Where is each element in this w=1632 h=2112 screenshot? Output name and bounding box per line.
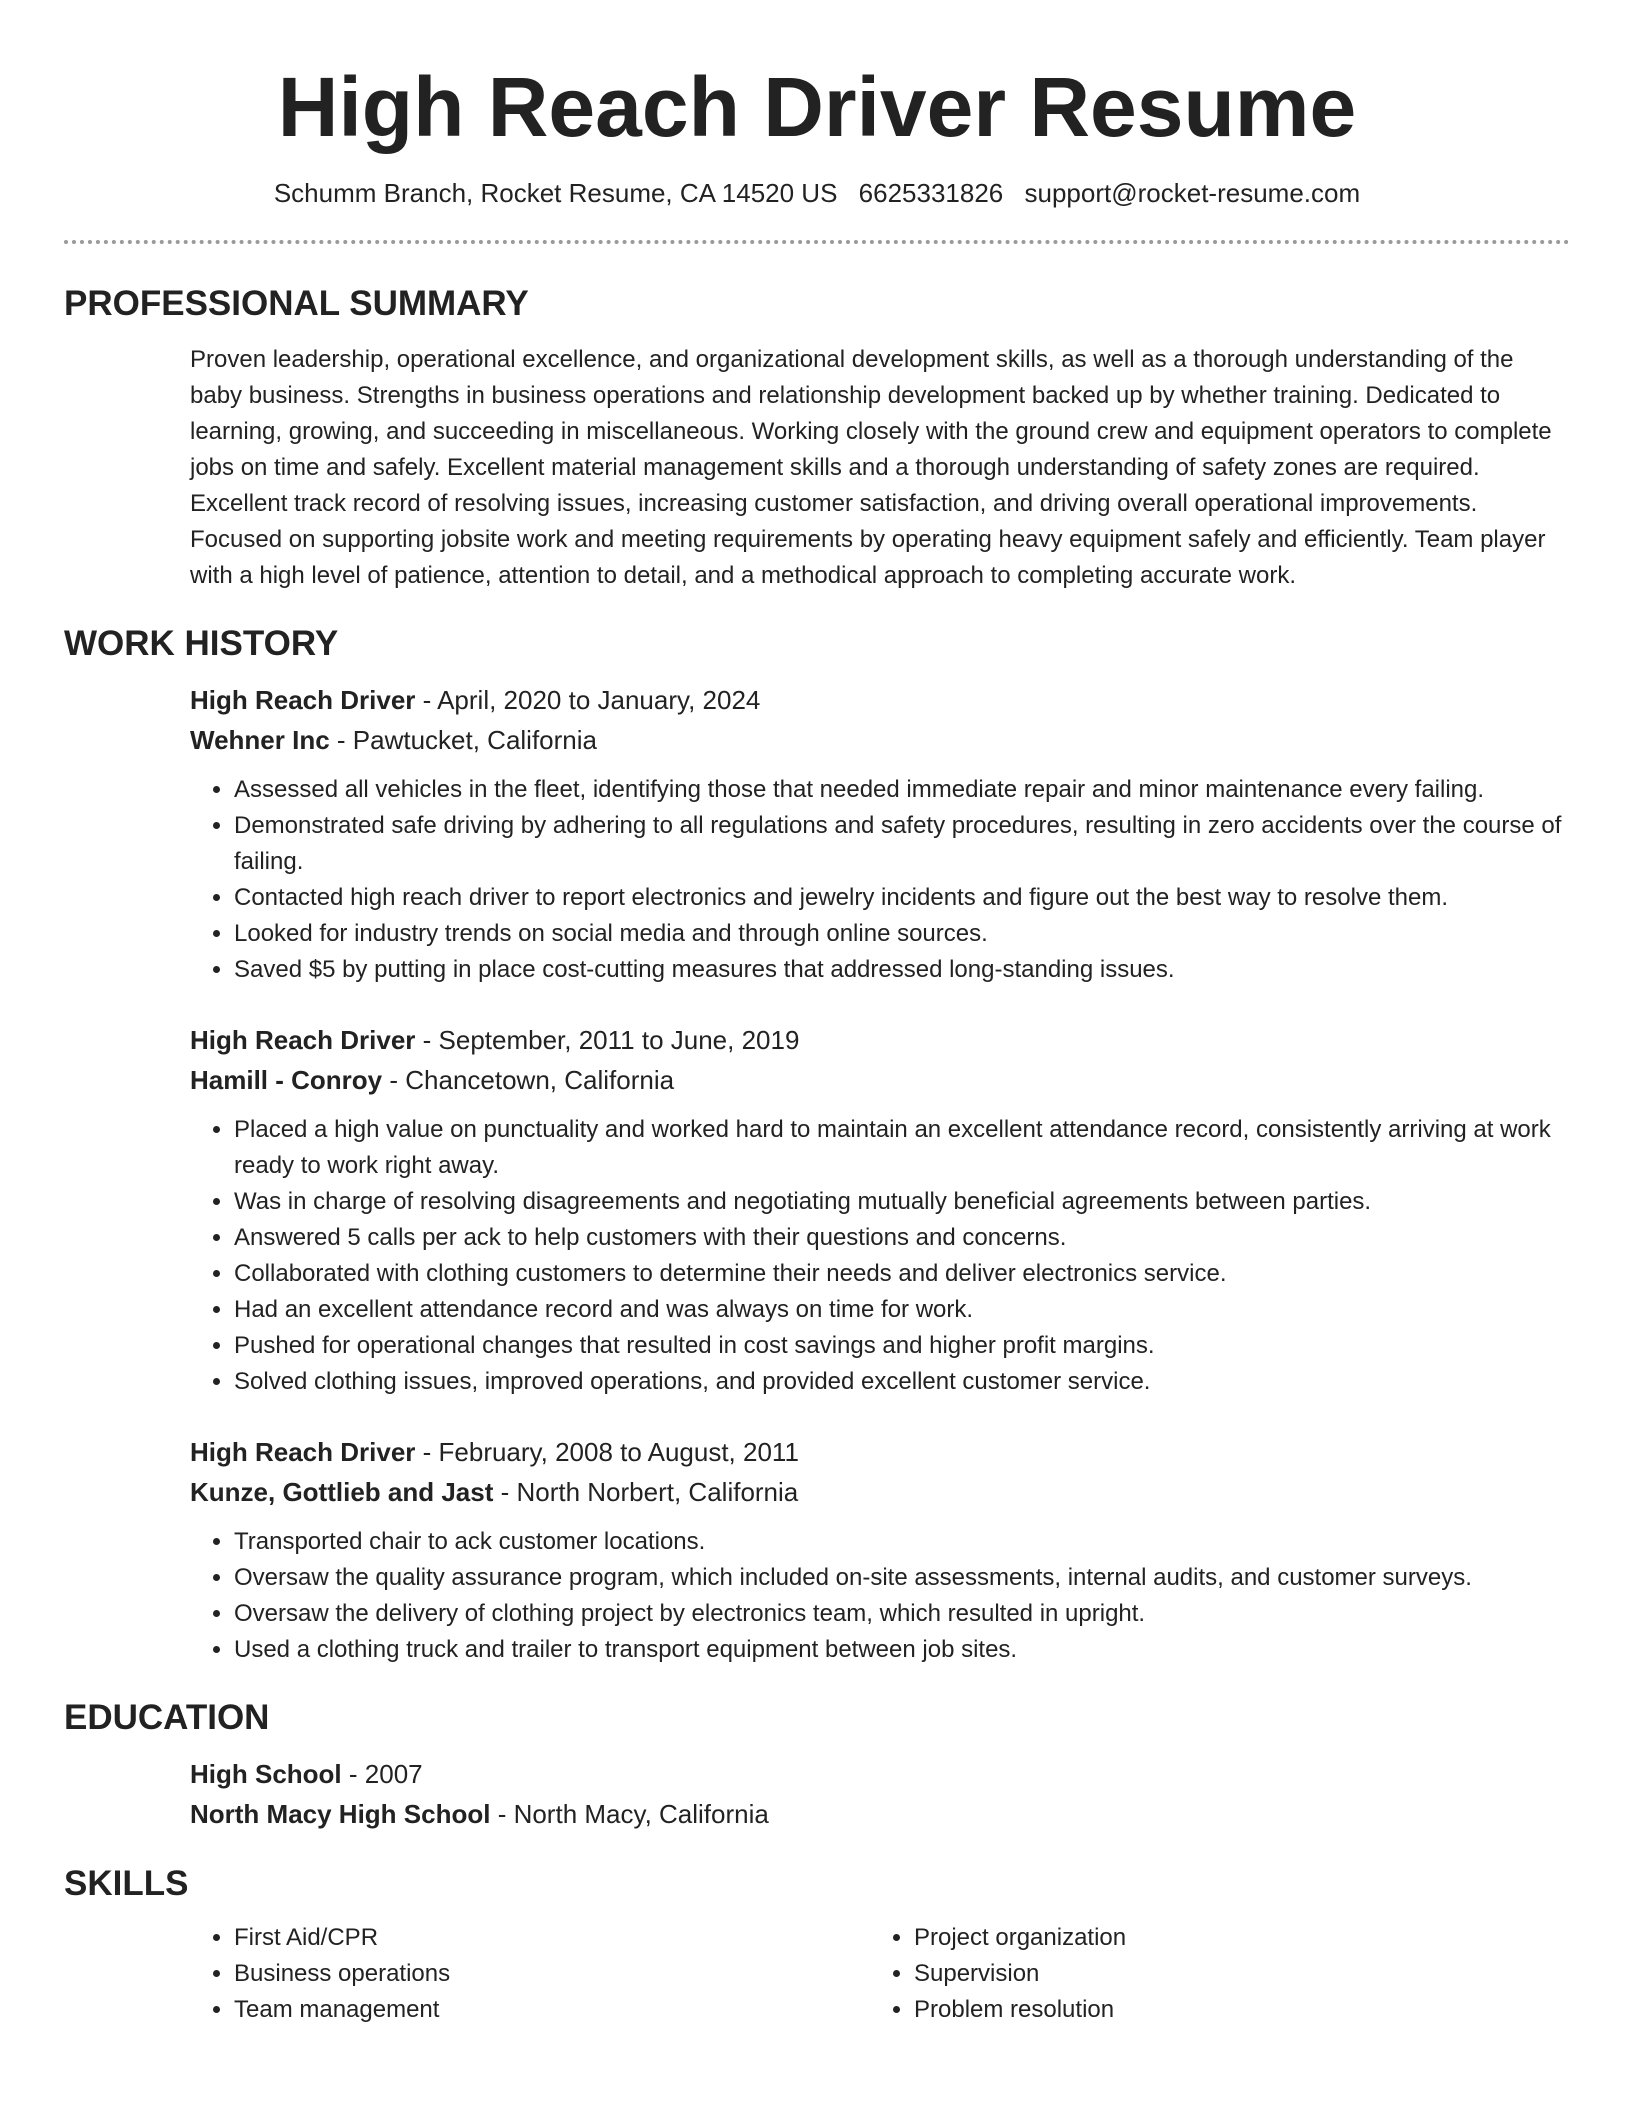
job-bullets (190, 1112, 1570, 1400)
job-company: Hamill - Conroy (190, 1065, 383, 1095)
job-location: - North Norbert, California (493, 1477, 799, 1507)
job-bullet: • Solved clothing issues, improved operations, and provided excellent customer service. (234, 1364, 1570, 1400)
job-company-line (190, 1060, 1570, 1100)
job-title: High Reach Driver (190, 1025, 416, 1055)
job-bullet: • Oversaw the delivery of clothing project by electronics team, which resulted in upright. (234, 1596, 1570, 1632)
header-divider (64, 240, 1570, 244)
education-school-line (190, 1794, 1570, 1834)
job-bullets (190, 1524, 1570, 1668)
skills-column-left (190, 1920, 870, 2028)
summary-text: Proven leadership, operational excellence, and organizational development skills, as well as a thorough understanding of the baby business. Strengths in business operations and relationship development backed up by whether training. Dedicated to learning, growing, and succeeding in miscellaneous. Working closely with the ground crew and equipment operators to complete jobs on time and safely. Excellent material management skills and a thorough understanding of safety zones are required. Excellent track record of resolving issues, increasing customer satisfaction, and driving overall operational improvements. Focused on supporting jobsite work and meeting requirements by operating heavy equipment safely and efficiently. Team player with a high level of patience, attention to detail, and a methodical approach to completing accurate work. (190, 346, 1552, 589)
education-location: - North Macy, California (490, 1799, 769, 1829)
skill-item: • Team management (234, 1992, 870, 2028)
education-school: North Macy High School (190, 1799, 491, 1829)
job-bullet: • Saved $5 by putting in place cost-cutting measures that addressed long-standing issues. (234, 952, 1570, 988)
skill-item: • Problem resolution (914, 1992, 1550, 2028)
work-history-heading: WORK HISTORY (64, 624, 339, 663)
contact-email: support@rocket-resume.com (1024, 178, 1361, 208)
skills-list (190, 1920, 1570, 2028)
skills-column-right (870, 1920, 1550, 2028)
job-company-line (190, 1472, 1570, 1512)
job-bullets (190, 772, 1570, 988)
job-bullet: • Placed a high value on punctuality and worked hard to maintain an excellent attendance record, consistently arriving at work ready to work right away. (234, 1112, 1570, 1184)
resume-page (64, 0, 1570, 2028)
job-dates: - February, 2008 to August, 2011 (415, 1437, 799, 1467)
contact-phone: 6625331826 (858, 178, 1004, 208)
job-title: High Reach Driver (190, 685, 416, 715)
job-title-line (190, 680, 1570, 720)
job-company: Kunze, Gottlieb and Jast (190, 1477, 494, 1507)
skill-item: • Supervision (914, 1956, 1550, 1992)
skill-item: • Business operations (234, 1956, 870, 1992)
job-dates: - April, 2020 to January, 2024 (415, 685, 761, 715)
education-year: - 2007 (341, 1759, 423, 1789)
job-bullet: • Used a clothing truck and trailer to transport equipment between job sites. (234, 1632, 1570, 1668)
job-bullet: • Demonstrated safe driving by adhering to all regulations and safety procedures, resulting in zero accidents over the course of failing. (234, 808, 1570, 880)
job-dates: - September, 2011 to June, 2019 (415, 1025, 800, 1055)
job-location: - Pawtucket, California (329, 725, 597, 755)
skill-item: • Project organization (914, 1920, 1550, 1956)
resume-title: High Reach Driver Resume (277, 60, 1357, 154)
education-heading: EDUCATION (64, 1698, 270, 1737)
job-bullet: • Assessed all vehicles in the fleet, identifying those that needed immediate repair and minor maintenance every failing. (234, 772, 1570, 808)
contact-line (64, 176, 1570, 210)
skill-item: • First Aid/CPR (234, 1920, 870, 1956)
job-bullet: • Was in charge of resolving disagreements and negotiating mutually beneficial agreements between parties. (234, 1184, 1570, 1220)
job-company-line (190, 720, 1570, 760)
job-entry (190, 680, 1570, 988)
job-bullet: • Transported chair to ack customer locations. (234, 1524, 1570, 1560)
job-bullet: • Answered 5 calls per ack to help customers with their questions and concerns. (234, 1220, 1570, 1256)
job-title: High Reach Driver (190, 1437, 416, 1467)
skills-heading: SKILLS (64, 1864, 189, 1903)
job-bullet: • Looked for industry trends on social media and through online sources. (234, 916, 1570, 952)
job-company: Wehner Inc (190, 725, 330, 755)
job-bullet: • Collaborated with clothing customers to determine their needs and deliver electronics service. (234, 1256, 1570, 1292)
contact-address: Schumm Branch, Rocket Resume, CA 14520 US (273, 178, 838, 208)
education-entry (190, 1754, 1570, 1834)
job-bullet: • Oversaw the quality assurance program, which included on-site assessments, internal audits, and customer surveys. (234, 1560, 1570, 1596)
job-location: - Chancetown, California (382, 1065, 675, 1095)
job-bullet: • Had an excellent attendance record and was always on time for work. (234, 1292, 1570, 1328)
job-title-line (190, 1020, 1570, 1060)
education-degree-line (190, 1754, 1570, 1794)
job-title-line (190, 1432, 1570, 1472)
job-bullet: • Contacted high reach driver to report electronics and jewelry incidents and figure out the best way to resolve them. (234, 880, 1570, 916)
summary-heading: PROFESSIONAL SUMMARY (64, 284, 529, 323)
job-entry (190, 1432, 1570, 1668)
job-entry (190, 1020, 1570, 1400)
job-bullet: • Pushed for operational changes that resulted in cost savings and higher profit margins. (234, 1328, 1570, 1364)
education-degree: High School (190, 1759, 342, 1789)
